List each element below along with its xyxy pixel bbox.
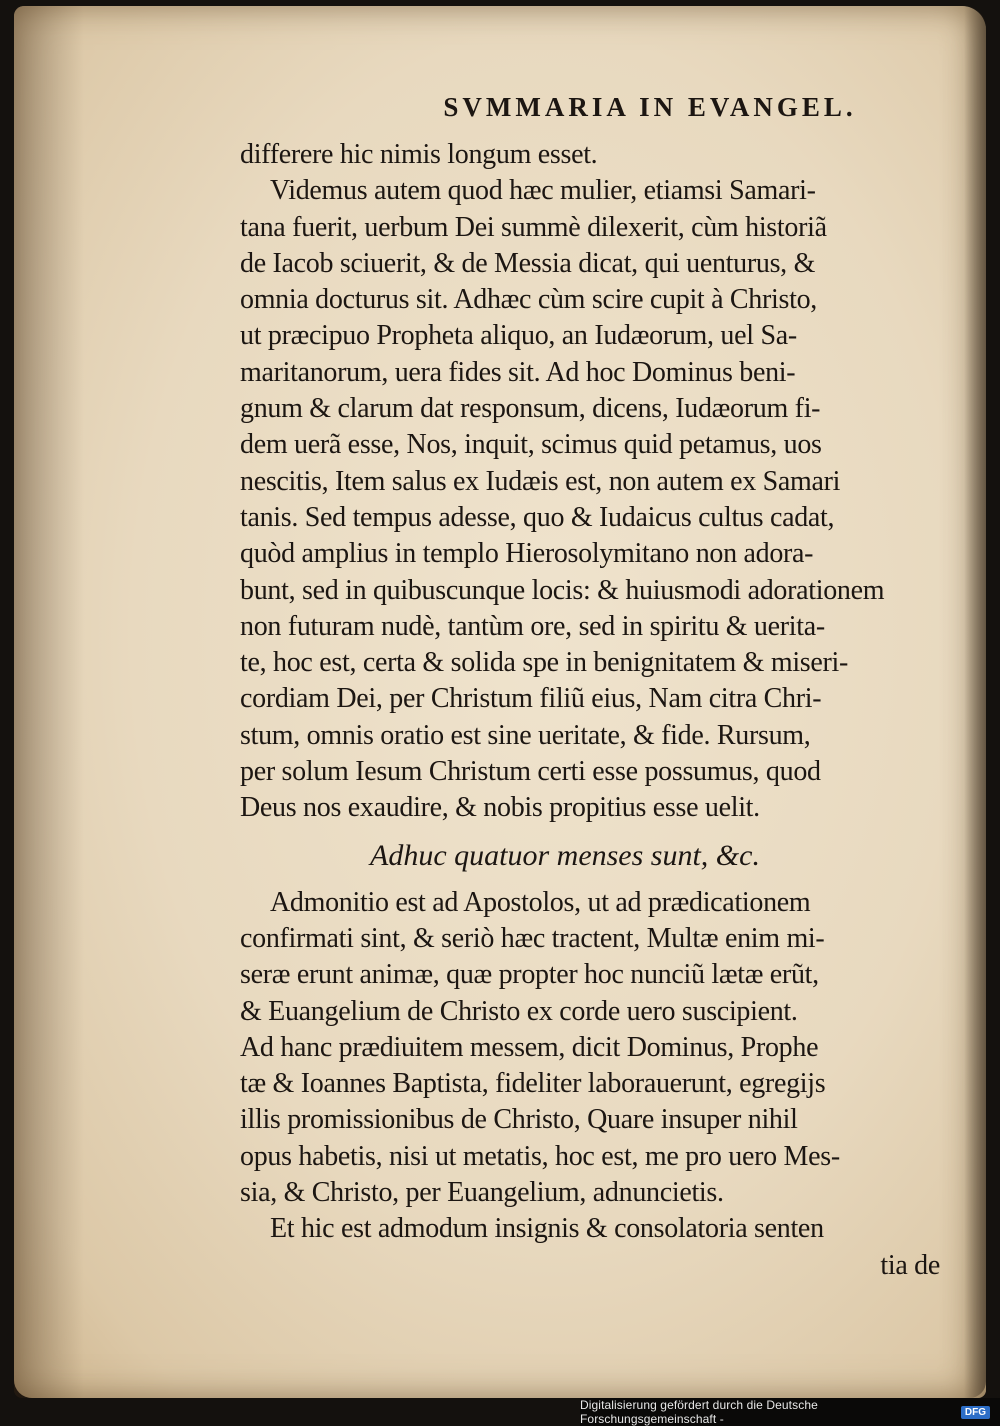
book-page: [14, 6, 986, 1398]
text-line: gnum & clarum dat responsum, dicens, Iudæorum fi-: [240, 393, 821, 425]
text-line: de Iacob sciuerit, & de Messia dicat, qui uenturus, &: [240, 247, 816, 279]
text-line: bunt, sed in quibuscunque locis: & huiusmodi adorationem: [240, 574, 885, 606]
footer-credit: Digitalisierung gefördert durch die Deutsche Forschungsgemeinschaft -: [580, 1398, 818, 1426]
text-line: Deus nos exaudire, & nobis propitius esse uelit.: [240, 792, 760, 824]
text-line: ut præcipuo Propheta aliquo, an Iudæorum, uel Sa-: [240, 320, 797, 352]
text-line: stum, omnis oratio est sine ueritate, & fide. Rursum,: [240, 719, 811, 751]
digitization-footer: [580, 1398, 1000, 1426]
text-line: tana fuerit, uerbum Dei summè dilexerit, cùm historiã: [240, 211, 827, 243]
text-block: [240, 92, 960, 1284]
text-line: Et hic est admodum insignis & consolatoria senten: [270, 1213, 824, 1245]
text-line: nescitis, Item salus ex Iudæis est, non autem ex Samari: [240, 465, 841, 497]
text-line: seræ erunt animæ, quæ propter hoc nunciũ lætæ erũt,: [240, 959, 819, 991]
text-line: & Euangelium de Christo ex corde uero suscipient.: [240, 995, 798, 1027]
text-line: tæ & Ioannes Baptista, fideliter laborauerunt, egregijs: [240, 1068, 826, 1100]
catchword-line: tia de: [880, 1249, 940, 1281]
page-edge: [964, 6, 986, 1398]
section-heading: Adhuc quatuor menses sunt, &c.: [370, 838, 760, 872]
text-line: differere hic nimis longum esset.: [240, 139, 598, 170]
dfg-logo: DFG: [961, 1406, 990, 1419]
text-line: te, hoc est, certa & solida spe in benignitatem & miseri-: [240, 647, 849, 679]
text-line: Ad hanc prædiuitem messem, dicit Dominus, Prophe: [240, 1031, 819, 1063]
text-line: per solum Iesum Christum certi esse possumus, quod: [240, 756, 821, 788]
text-line: non futuram nudè, tantùm ore, sed in spiritu & ueritа-: [240, 610, 825, 642]
text-line: maritanorum, uera fides sit. Ad hoc Dominus beni-: [240, 356, 796, 388]
text-line: illis promissionibus de Christo, Quare insuper nihil: [240, 1104, 798, 1136]
text-line: tanis. Sed tempus adesse, quo & Iudaicus cultus cadat,: [240, 501, 835, 533]
text-line: omnia docturus sit. Adhæc cùm scire cupit à Christo,: [240, 284, 817, 316]
text-line: confirmati sint, & seriò hæc tractent, Multæ enim mi-: [240, 922, 825, 954]
running-head: SVMMARIA IN EVANGEL.: [443, 92, 857, 122]
text-line: Videmus autem quod hæc mulier, etiamsi Samari-: [270, 175, 816, 207]
text-line: opus habetis, nisi ut metatis, hoc est, me pro uero Mes-: [240, 1140, 840, 1172]
text-line: Admonitio est ad Apostolos, ut ad prædicationem: [270, 886, 811, 918]
text-line: sia, & Christo, per Euangelium, adnuncietis.: [240, 1177, 724, 1209]
paragraph-after-heading: [240, 885, 960, 1284]
paragraph-before-heading: [240, 137, 960, 827]
text-line: dem uerã esse, Nos, inquit, scimus quid petamus, uos: [240, 429, 822, 461]
text-line: cordiam Dei, per Christum filiũ eius, Nam citra Chri-: [240, 683, 822, 715]
gutter-shadow: [14, 6, 84, 1398]
text-line: quòd amplius in templo Hierosolymitano non adora-: [240, 538, 814, 570]
